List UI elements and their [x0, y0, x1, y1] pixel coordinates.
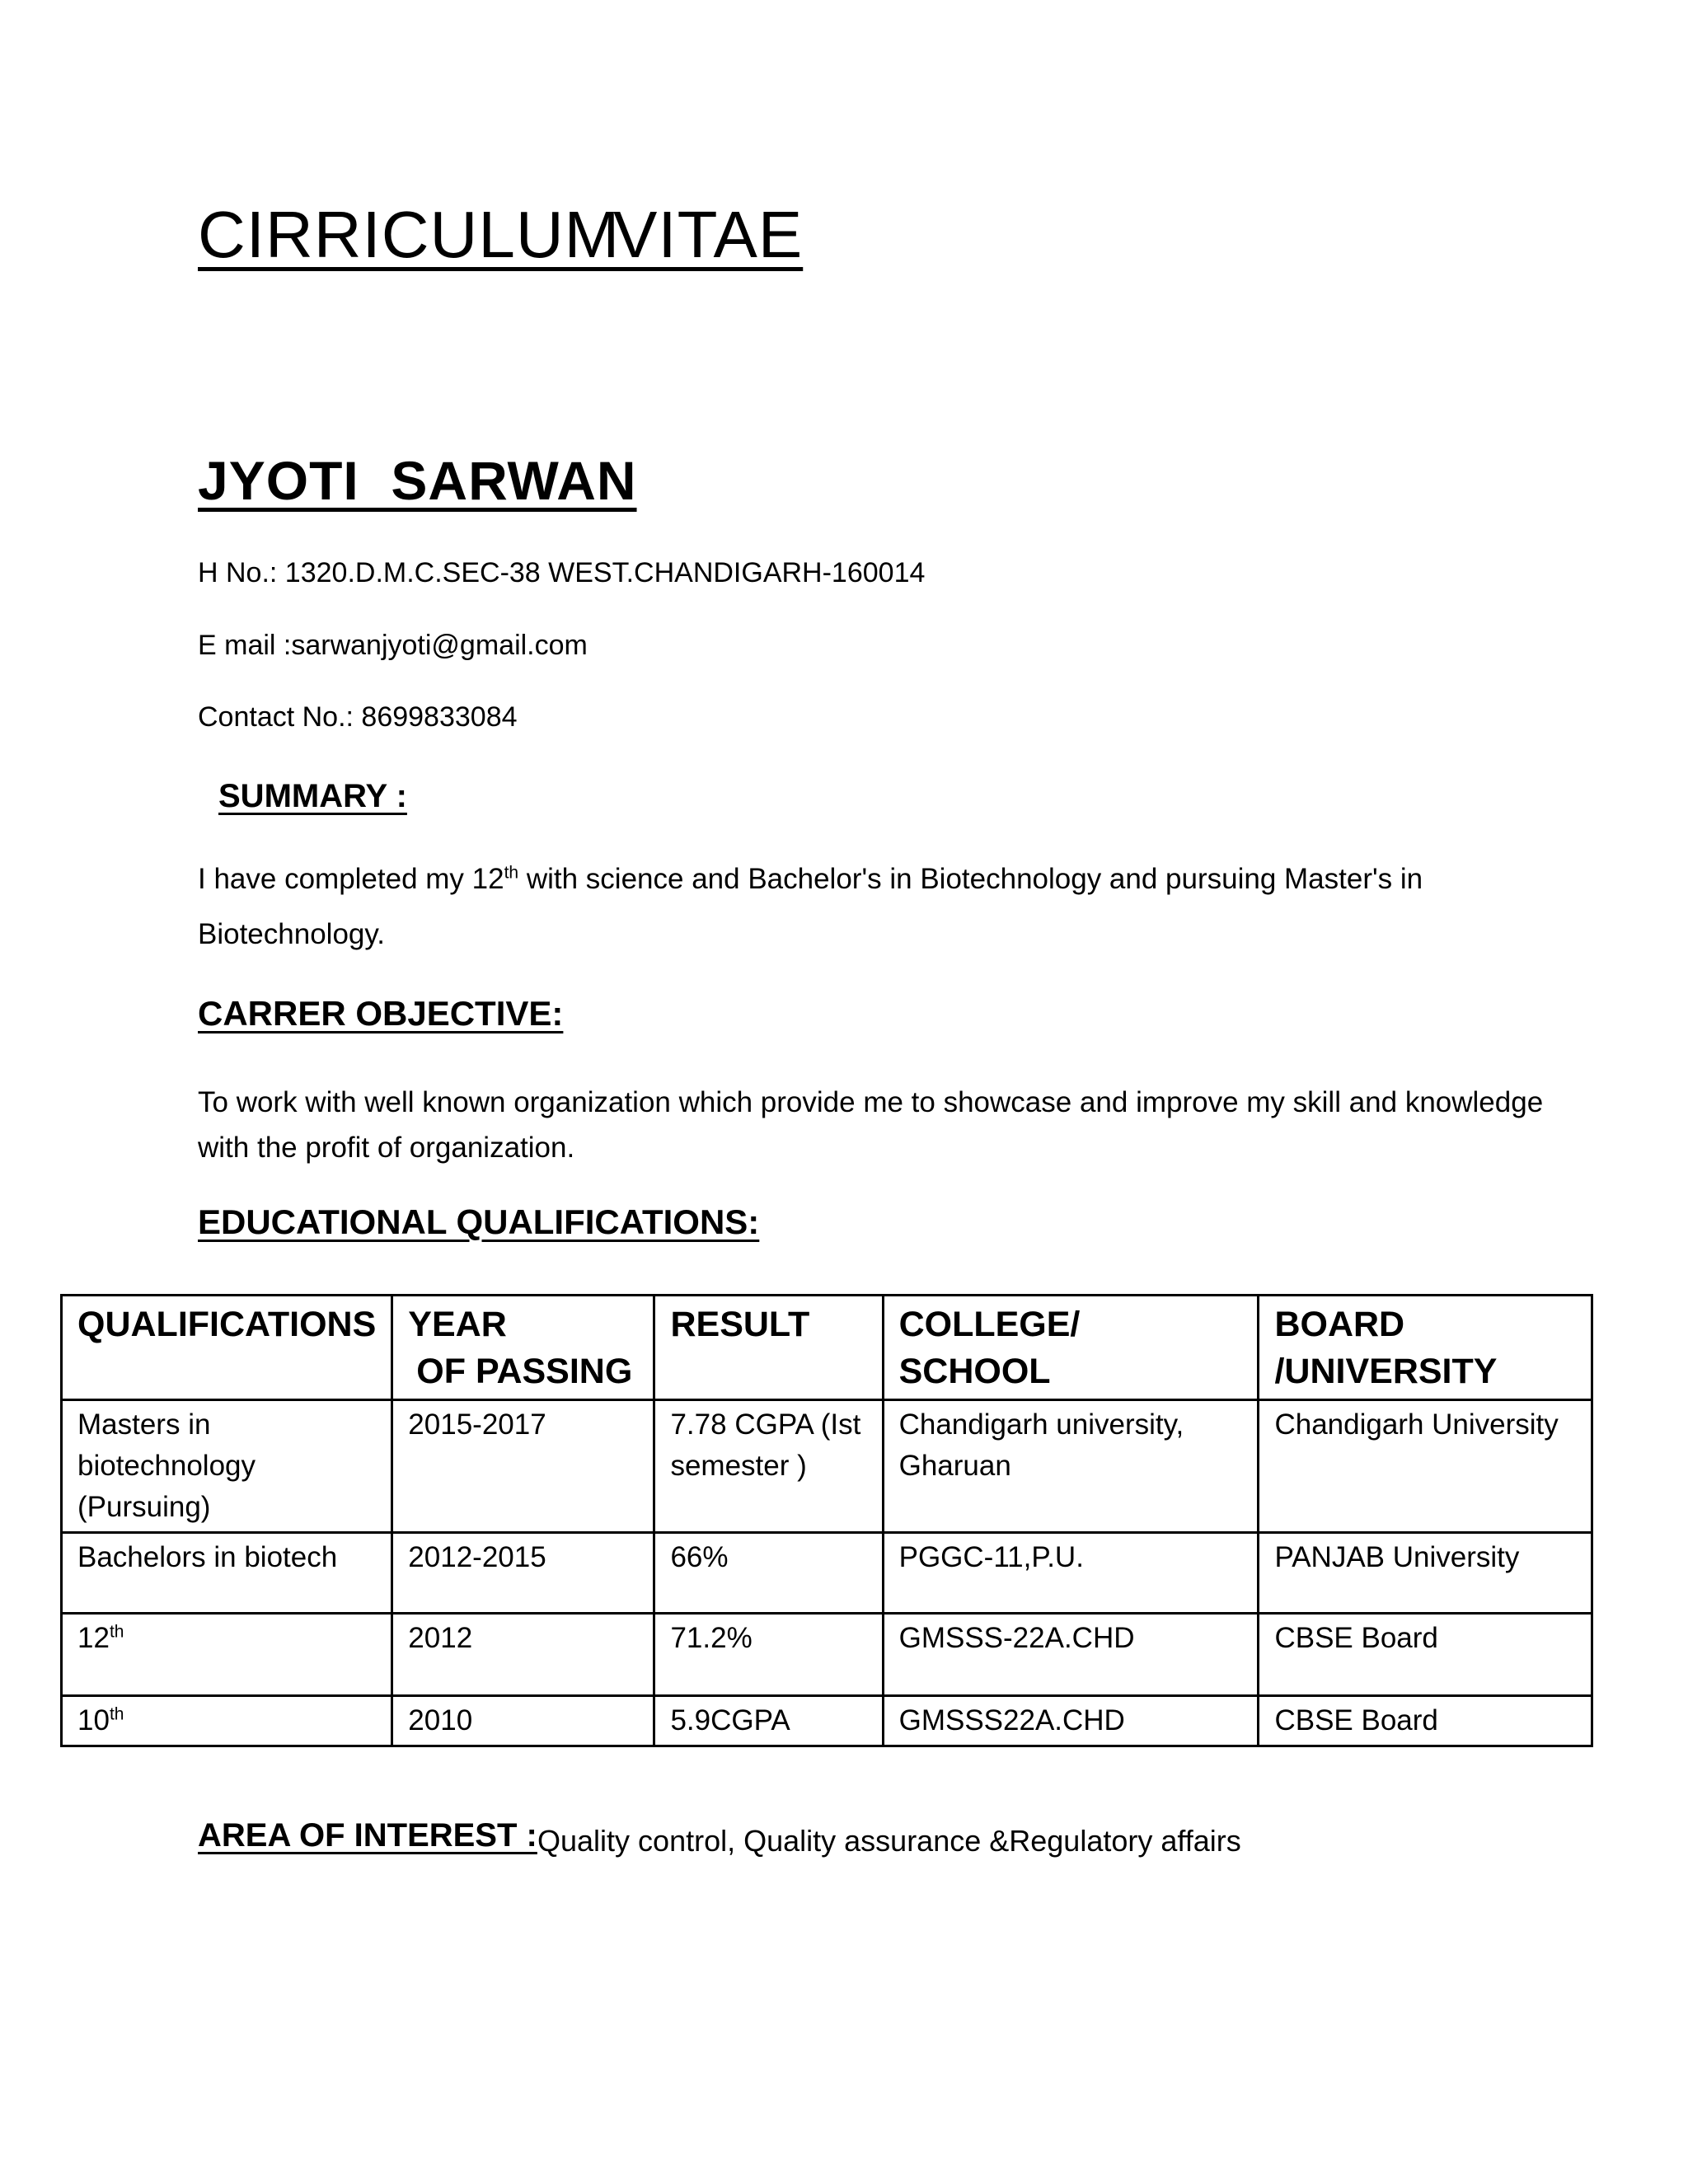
header-college-line1: COLLEGE/ [898, 1305, 1081, 1344]
header-year-line2: OF PASSING [416, 1352, 633, 1391]
table-header-row [62, 1296, 1592, 1400]
candidate-name: JYOTI SARWAN [198, 450, 637, 511]
cell-college: GMSSS22A.CHD [883, 1696, 1259, 1746]
summary-text [198, 851, 1582, 962]
cell-year: 2010 [392, 1696, 654, 1746]
education-heading: EDUCATIONAL QUALIFICATIONS: [198, 1202, 760, 1241]
header-board-line2: /UNIVERSITY [1274, 1352, 1498, 1391]
cell-year: 2012 [392, 1614, 654, 1696]
cell-year: 2015-2017 [392, 1400, 654, 1533]
table-row [62, 1696, 1592, 1746]
table-row [62, 1533, 1592, 1614]
summary-text-start: I have completed my 12 [198, 863, 504, 895]
education-table [60, 1294, 1593, 1747]
header-college [883, 1296, 1259, 1400]
summary-superscript: th [504, 863, 519, 883]
interest-heading: AREA OF INTEREST : [198, 1817, 537, 1854]
contact-line: Contact No.: 8699833084 [198, 701, 518, 733]
objective-text: To work with well known organization which provide me to showcase and improve my skill and knowledge with the profit of organization. [198, 1086, 1544, 1164]
header-qualifications-label: QUALIFICATIONS [77, 1305, 377, 1344]
cell-board: CBSE Board [1259, 1614, 1592, 1696]
cell-result: 66% [654, 1533, 883, 1614]
cell-qualification-sup: th [109, 1704, 124, 1724]
cell-board: Chandigarh University [1259, 1400, 1592, 1533]
header-result-label: RESULT [670, 1305, 810, 1344]
cell-qualification-text: 10 [77, 1704, 110, 1736]
cell-result: 71.2% [654, 1614, 883, 1696]
title-word-1: CIRRICULUM [198, 198, 621, 271]
header-qualifications [62, 1296, 392, 1400]
header-year-line1: YEAR [408, 1305, 507, 1344]
header-year [392, 1296, 654, 1400]
cell-qualification-sup: th [109, 1622, 124, 1642]
header-board [1259, 1296, 1592, 1400]
cell-qualification: Masters in biotechnology (Pursuing) [62, 1400, 392, 1533]
header-college-line2: SCHOOL [898, 1352, 1051, 1391]
summary-text-end: with science and Bachelor's in Biotechnology and pursuing Master's in Biotechnology. [198, 863, 1423, 950]
cell-qualification-text: 12 [77, 1622, 110, 1654]
email-line: E mail :sarwanjyoti@gmail.com [198, 630, 588, 661]
cell-board: CBSE Board [1259, 1696, 1592, 1746]
cell-qualification: Bachelors in biotech [62, 1533, 392, 1614]
header-board-line1: BOARD [1274, 1305, 1405, 1344]
interest-value: Quality control, Quality assurance &Regulatory affairs [537, 1824, 1241, 1858]
cell-result: 5.9CGPA [654, 1696, 883, 1746]
cell-year: 2012-2015 [392, 1533, 654, 1614]
cell-college: GMSSS-22A.CHD [883, 1614, 1259, 1696]
cell-board: PANJAB University [1259, 1533, 1592, 1614]
summary-heading: SUMMARY : [218, 778, 407, 814]
address-line: H No.: 1320.D.M.C.SEC-38 WEST.CHANDIGARH-160014 [198, 557, 926, 588]
cell-college: PGGC-11,P.U. [883, 1533, 1259, 1614]
cell-qualification [62, 1614, 392, 1696]
table-row [62, 1614, 1592, 1696]
cell-qualification [62, 1696, 392, 1746]
table-row [62, 1400, 1592, 1533]
title-word-2: VITAE [613, 198, 804, 271]
header-result [654, 1296, 883, 1400]
cell-result: 7.78 CGPA (Ist semester ) [654, 1400, 883, 1533]
objective-heading: CARRER OBJECTIVE: [198, 994, 564, 1033]
cell-college: Chandigarh university, Gharuan [883, 1400, 1259, 1533]
